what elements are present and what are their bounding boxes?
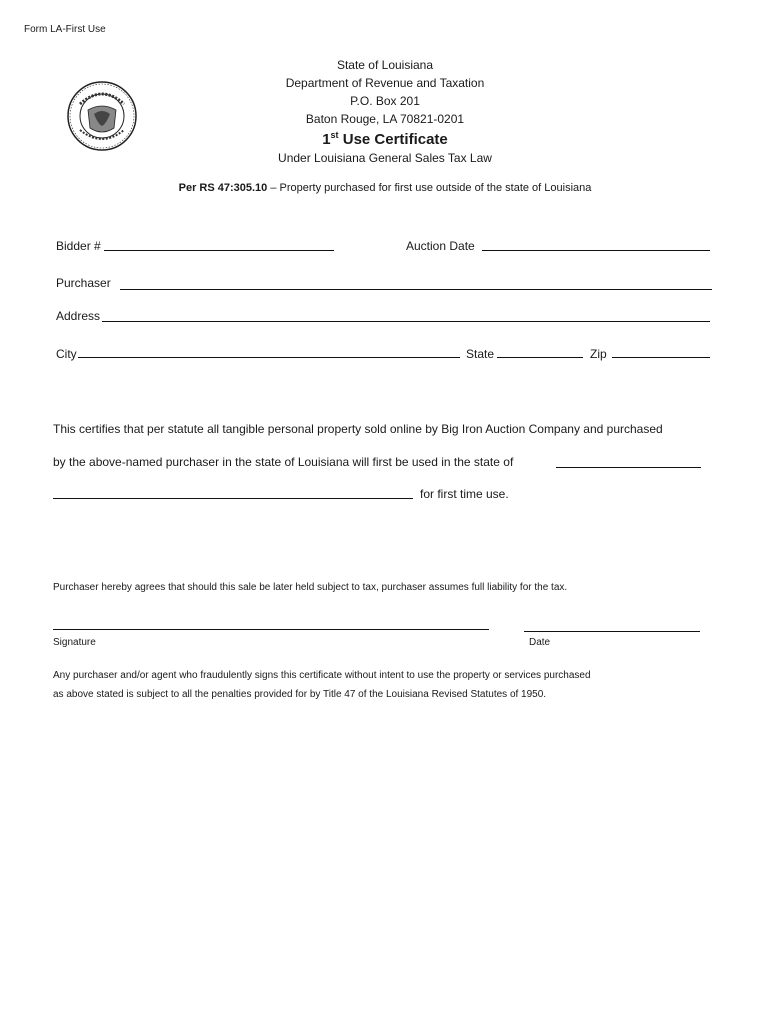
auction-date-field[interactable]	[482, 250, 710, 251]
zip-label: Zip	[590, 347, 607, 361]
bidder-field[interactable]	[104, 250, 334, 251]
purchaser-field[interactable]	[120, 289, 712, 290]
first-use-state-field[interactable]	[556, 467, 701, 468]
header-department: Department of Revenue and Taxation	[285, 76, 485, 90]
statute-reference: Per RS 47:305.10 – Property purchased for first use outside of the state of Louisiana	[178, 182, 592, 194]
certificate-subtitle: Under Louisiana General Sales Tax Law	[278, 151, 492, 165]
header-city: Baton Rouge, LA 70821-0201	[305, 112, 465, 126]
state-field[interactable]	[497, 357, 583, 358]
form-id: Form LA-First Use	[24, 24, 106, 35]
city-label: City	[56, 347, 77, 361]
bidder-label: Bidder #	[56, 239, 101, 253]
city-field[interactable]	[78, 357, 460, 358]
date-label: Date	[529, 637, 551, 648]
purchaser-label: Purchaser	[56, 276, 111, 290]
certificate-title: 1st Use Certificate	[322, 130, 448, 148]
signature-label: Signature	[53, 637, 96, 648]
penalty-line-2: as above stated is subject to all the penalties provided for by Title 47 of the Louisiana Revised Statutes of 1950.	[53, 689, 547, 700]
signature-field[interactable]	[53, 629, 489, 630]
address-field[interactable]	[102, 321, 710, 322]
address-label: Address	[56, 309, 101, 323]
certify-line-3: for first time use.	[420, 487, 509, 501]
first-use-state-field-2[interactable]	[53, 498, 413, 499]
certify-line-1: This certifies that per statute all tangible personal property sold online by Big Iron Auction Company and purchased	[53, 422, 663, 436]
header-state: State of Louisiana	[336, 58, 434, 72]
date-field[interactable]	[524, 631, 700, 632]
zip-field[interactable]	[612, 357, 710, 358]
certify-line-2: by the above-named purchaser in the state of Louisiana will first be used in the state of	[53, 455, 514, 469]
header-pobox: P.O. Box 201	[350, 94, 420, 108]
agreement-text: Purchaser hereby agrees that should this sale be later held subject to tax, purchaser assumes full liability for the tax.	[53, 582, 568, 593]
penalty-line-1: Any purchaser and/or agent who fraudulently signs this certificate without intent to use the property or services purchased	[53, 670, 591, 681]
state-label: State	[466, 347, 495, 361]
auction-date-label: Auction Date	[406, 239, 475, 253]
